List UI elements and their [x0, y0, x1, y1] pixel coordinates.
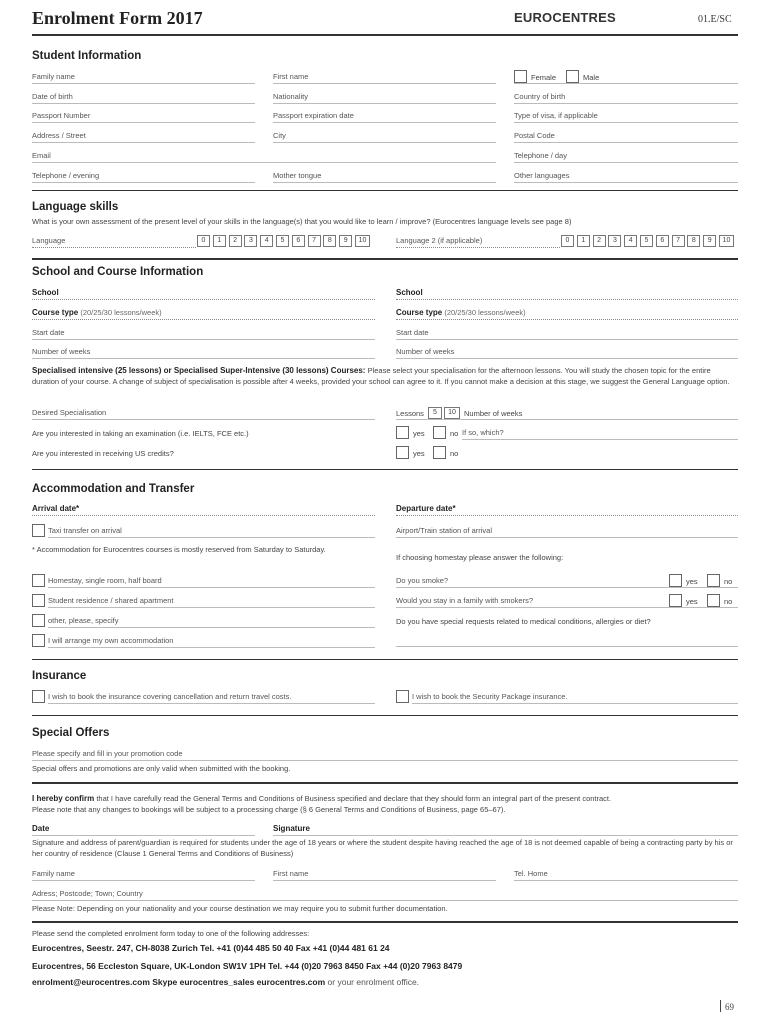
- london-address: [32, 961, 462, 972]
- first-name-field[interactable]: First name: [273, 71, 496, 84]
- section-divider: [32, 659, 738, 660]
- smokers-yes-checkbox[interactable]: [669, 594, 682, 607]
- language-2-field[interactable]: Language 2 (if applicable): [396, 235, 560, 248]
- gender-underline: [514, 71, 738, 84]
- number-of-weeks-field-2[interactable]: Number of weeks: [396, 346, 738, 359]
- telephone-evening-field[interactable]: Telephone / evening: [32, 170, 255, 183]
- smokers-no-checkbox[interactable]: [707, 594, 720, 607]
- arrival-date-label: Arrival date*: [32, 504, 80, 513]
- date-field[interactable]: [32, 823, 255, 836]
- start-date-field-1[interactable]: Start date: [32, 327, 375, 340]
- course-type-field-1[interactable]: [32, 307, 375, 320]
- own-accommodation-checkbox[interactable]: [32, 634, 45, 647]
- accommodation-heading: Accommodation and Transfer: [32, 483, 195, 495]
- us-credits-no-label: no: [450, 449, 459, 458]
- lessons-5-option[interactable]: 5: [428, 407, 442, 419]
- lessons-10-option[interactable]: 10: [444, 407, 460, 419]
- student-residence-label: Student residence / shared apartment: [48, 595, 375, 608]
- page-number-value: 69: [725, 1002, 734, 1012]
- cancellation-insurance-label: I wish to book the insurance covering cancellation and return travel costs.: [48, 691, 375, 704]
- language-2-level-option[interactable]: 4: [624, 235, 637, 247]
- number-of-weeks-field-1[interactable]: Number of weeks: [32, 346, 375, 359]
- taxi-transfer-checkbox[interactable]: [32, 524, 45, 537]
- language-1-level-option[interactable]: 10: [355, 235, 370, 247]
- medical-question: Do you have special requests related to medical conditions, allergies or diet?: [396, 617, 651, 626]
- language-skills-heading: Language skills: [32, 201, 119, 213]
- language-1-level-scale: [197, 235, 373, 247]
- mother-tongue-field[interactable]: Mother tongue: [273, 170, 496, 183]
- security-package-checkbox[interactable]: [396, 690, 409, 703]
- course-type-label-1: Course type: [32, 308, 79, 317]
- passport-number-field[interactable]: Passport Number: [32, 110, 255, 123]
- language-1-level-option[interactable]: 8: [323, 235, 336, 247]
- language-1-level-option[interactable]: 7: [308, 235, 321, 247]
- school-field-2[interactable]: [396, 287, 738, 300]
- language-skills-intro: What is your own assessment of the present level of your skills in the language(s) that you would like to learn / improve? (Eurocentres language levels see page 8): [32, 217, 572, 226]
- signature-field[interactable]: [273, 823, 738, 836]
- security-package-label: I wish to book the Security Package insurance.: [412, 691, 738, 704]
- confirmation-bold: I hereby confirm: [32, 794, 95, 803]
- departure-date-label: Departure date*: [396, 504, 456, 513]
- visa-type-field[interactable]: Type of visa, if applicable: [514, 110, 738, 123]
- course-type-field-2[interactable]: [396, 307, 738, 320]
- us-credits-yes-checkbox[interactable]: [396, 446, 409, 459]
- zurich-address: [32, 943, 390, 954]
- language-1-level-option[interactable]: 0: [197, 235, 210, 247]
- student-residence-checkbox[interactable]: [32, 594, 45, 607]
- specialised-course-note: [32, 365, 738, 387]
- enrolment-office-text: or your enrolment office.: [327, 977, 420, 987]
- smoke-yes-checkbox[interactable]: [669, 574, 682, 587]
- address-field[interactable]: Address / Street: [32, 130, 255, 143]
- confirmation-text: [32, 793, 611, 804]
- own-accommodation-label: I will arrange my own accommodation: [48, 635, 375, 648]
- section-divider: [32, 782, 738, 784]
- promotion-code-field[interactable]: Please specify and fill in your promotion code: [32, 748, 738, 761]
- departure-date-field[interactable]: [396, 503, 738, 516]
- cancellation-insurance-checkbox[interactable]: [32, 690, 45, 703]
- desired-specialisation-field[interactable]: Desired Specialisation: [32, 407, 375, 420]
- zurich-address-text: Eurocentres, Seestr. 247, CH-8038 Zurich Tel. +41 (0)44 485 50 40 Fax +41 (0)44 481 61 24: [32, 943, 390, 953]
- exam-yes-label: yes: [413, 429, 425, 438]
- exam-yes-checkbox[interactable]: [396, 426, 409, 439]
- confirmation-body: that I have carefully read the General Terms and Conditions of Business specified and declare that they should form an integral part of the present contract.: [96, 794, 612, 803]
- smokers-yes-label: yes: [686, 597, 698, 606]
- language-2-level-option[interactable]: 10: [719, 235, 734, 247]
- language-1-level-option[interactable]: 6: [292, 235, 305, 247]
- language-2-level-option[interactable]: 6: [656, 235, 669, 247]
- smoke-yes-label: yes: [686, 577, 698, 586]
- date-label: Date: [32, 824, 50, 833]
- medical-requests-field[interactable]: [396, 634, 738, 647]
- student-info-heading: Student Information: [32, 50, 142, 62]
- section-divider: [32, 715, 738, 716]
- form-code: 01.E/SC: [698, 14, 732, 25]
- homestay-label: Homestay, single room, half board: [48, 575, 375, 588]
- language-2-level-option[interactable]: 9: [703, 235, 716, 247]
- section-divider: [32, 190, 738, 191]
- language-2-level-scale: [561, 235, 737, 247]
- other-accommodation-checkbox[interactable]: [32, 614, 45, 627]
- school-label-2: School: [396, 288, 423, 297]
- family-name-field[interactable]: Family name: [32, 71, 255, 84]
- language-1-level-option[interactable]: 2: [229, 235, 242, 247]
- airport-station-field[interactable]: Airport/Train station of arrival: [396, 525, 738, 538]
- special-offers-heading: Special Offers: [32, 727, 110, 739]
- language-2-level-option[interactable]: 1: [577, 235, 590, 247]
- online-contacts: [32, 977, 419, 988]
- send-instructions: Please send the completed enrolment form today to one of the following addresses:: [32, 929, 310, 938]
- exam-no-checkbox[interactable]: [433, 426, 446, 439]
- form-title: Enrolment Form 2017: [32, 8, 203, 28]
- specialised-course-text: Please select your specialisation for the afternoon lessons. You will study the chosen topic for the entire duration of your course. A change of subject of specialisation is possible after 4 weeks, provided your school can agree to it. If you cannot make a decision at this stage, we suggest the General Language option.: [32, 366, 730, 386]
- guardian-tel-home-field[interactable]: Tel. Home: [514, 868, 738, 881]
- course-type-hint-2: (20/25/30 lessons/week): [444, 308, 526, 317]
- course-type-label-2: Course type: [396, 308, 443, 317]
- homestay-checkbox[interactable]: [32, 574, 45, 587]
- nationality-documentation-note: Please Note: Depending on your nationality and your course destination we may require you to submit further documentation.: [32, 904, 448, 913]
- guardian-first-name-field[interactable]: First name: [273, 868, 496, 881]
- language-1-level-option[interactable]: 5: [276, 235, 289, 247]
- nationality-field[interactable]: Nationality: [273, 91, 496, 104]
- eurocentres-logo: EUROCENTRES: [514, 10, 616, 25]
- school-label-1: School: [32, 288, 59, 297]
- male-label: Male: [583, 73, 600, 82]
- smokers-family-question: Would you stay in a family with smokers?: [396, 595, 738, 608]
- accommodation-note: * Accommodation for Eurocentres courses is mostly reserved from Saturday to Saturday.: [32, 545, 326, 554]
- city-field[interactable]: City: [273, 130, 496, 143]
- section-divider: [32, 258, 738, 260]
- smoke-no-label: no: [724, 577, 733, 586]
- school-field-1[interactable]: [32, 287, 375, 300]
- smoke-question: Do you smoke?: [396, 575, 738, 588]
- guardian-note: Signature and address of parent/guardian is required for students under the age of 18 years or where the student despite having reached the age of 18 is not deemed capable of being a contracting party by his or her country of residence (Clause 1 General Terms and Conditions of Business): [32, 838, 733, 858]
- language-2-level-option[interactable]: 7: [672, 235, 685, 247]
- us-credits-no-checkbox[interactable]: [433, 446, 446, 459]
- start-date-field-2[interactable]: Start date: [396, 327, 738, 340]
- page-number-bar: [720, 1000, 721, 1012]
- language-1-level-option[interactable]: 1: [213, 235, 226, 247]
- london-address-text: Eurocentres, 56 Eccleston Square, UK-London SW1V 1PH Tel. +44 (0)20 7963 8450 Fax +44 (0)20 7963 8479: [32, 961, 463, 971]
- email-field[interactable]: Email: [32, 150, 496, 163]
- smoke-no-checkbox[interactable]: [707, 574, 720, 587]
- language-2-level-option[interactable]: 8: [687, 235, 700, 247]
- language-1-field[interactable]: Language: [32, 235, 196, 248]
- specialised-course-title: Specialised intensive (25 lessons) or Specialised Super-Intensive (30 lessons) Courses:: [32, 366, 366, 375]
- language-1-level-option[interactable]: 9: [339, 235, 352, 247]
- page-number: [720, 1000, 734, 1012]
- language-2-level-option[interactable]: 3: [608, 235, 621, 247]
- postal-code-field[interactable]: Postal Code: [514, 130, 738, 143]
- language-2-level-option[interactable]: 0: [561, 235, 574, 247]
- exam-question: Are you interested in taking an examination (i.e. IELTS, FCE etc.): [32, 429, 249, 438]
- language-2-level-option[interactable]: 5: [640, 235, 653, 247]
- insurance-heading: Insurance: [32, 670, 87, 682]
- guardian-address-field[interactable]: Adress; Postcode; Town; Country: [32, 888, 738, 901]
- school-course-heading: School and Course Information: [32, 266, 204, 278]
- homestay-note: If choosing homestay please answer the following:: [396, 553, 564, 562]
- section-divider: [32, 469, 738, 470]
- us-credits-yes-label: yes: [413, 449, 425, 458]
- signature-label: Signature: [273, 824, 310, 833]
- lessons-weeks-label: Number of weeks: [464, 409, 523, 418]
- country-of-birth-field[interactable]: Country of birth: [514, 91, 738, 104]
- exam-which-field[interactable]: If so, which?: [462, 427, 738, 440]
- course-type-hint-1: (20/25/30 lessons/week): [80, 308, 162, 317]
- language-2-level-option[interactable]: 2: [593, 235, 606, 247]
- passport-expiration-field[interactable]: Passport expiration date: [273, 110, 496, 123]
- arrival-date-field[interactable]: [32, 503, 375, 516]
- section-divider: [32, 921, 738, 923]
- lessons-label: Lessons: [396, 409, 424, 418]
- dob-field[interactable]: Date of birth: [32, 91, 255, 104]
- promotion-validity-note: Special offers and promotions are only valid when submitted with the booking.: [32, 764, 291, 773]
- telephone-day-field[interactable]: Telephone / day: [514, 150, 738, 163]
- taxi-transfer-label: Taxi transfer on arrival: [48, 525, 375, 538]
- other-accommodation-field[interactable]: other, please, specify: [48, 615, 375, 628]
- smokers-no-label: no: [724, 597, 733, 606]
- online-contacts-text: enrolment@eurocentres.com Skype eurocentres_sales eurocentres.com: [32, 977, 326, 987]
- exam-no-label: no: [450, 429, 459, 438]
- guardian-family-name-field[interactable]: Family name: [32, 868, 255, 881]
- female-label: Female: [531, 73, 557, 82]
- other-languages-field[interactable]: Other languages: [514, 170, 738, 183]
- language-1-level-option[interactable]: 4: [260, 235, 273, 247]
- us-credits-question: Are you interested in receiving US credits?: [32, 449, 174, 458]
- header-rule: [32, 34, 738, 36]
- language-1-level-option[interactable]: 3: [244, 235, 257, 247]
- processing-charge-note: Please note that any changes to bookings will be subject to a processing charge (§ 6 General Terms and Conditions of Business, page 65–67).: [32, 805, 506, 814]
